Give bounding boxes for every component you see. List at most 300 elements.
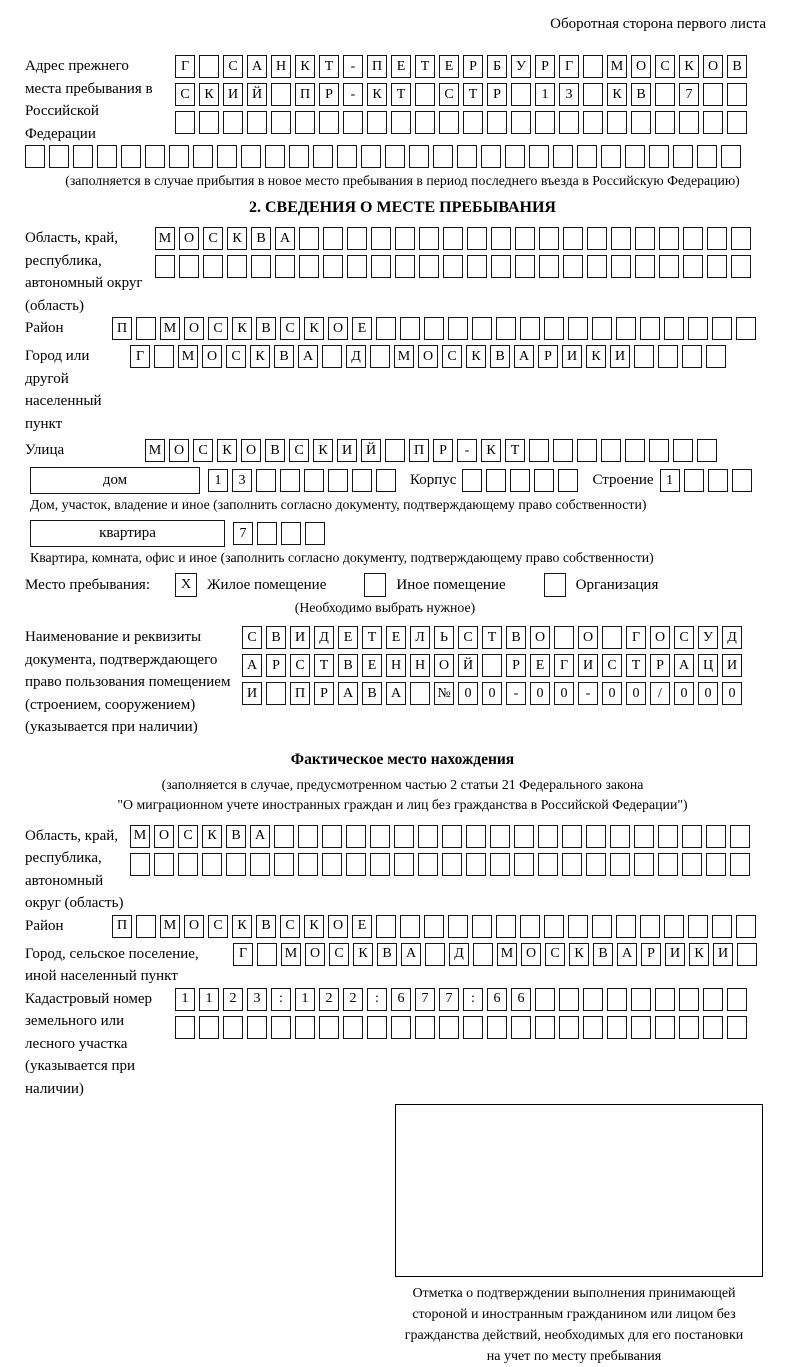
char-cell <box>322 345 342 368</box>
prev-address-rows <box>175 55 751 139</box>
char-cell <box>25 145 45 168</box>
document-label: Наименование и реквизиты документа, подтверждающего право пользования помещением (строением, сооружением) (указывается при наличии) <box>25 629 231 735</box>
char-cell: В <box>593 943 613 966</box>
char-cell <box>370 345 390 368</box>
kadastr-rows <box>175 988 751 1044</box>
char-cell <box>193 145 213 168</box>
char-cell <box>683 255 703 278</box>
char-cell <box>640 915 660 938</box>
char-cell: К <box>607 83 627 106</box>
char-cell <box>659 255 679 278</box>
char-cell <box>448 915 468 938</box>
char-cell: В <box>631 83 651 106</box>
kvartira-box: квартира <box>30 520 225 547</box>
fact-oblast-rows <box>130 825 754 881</box>
char-cell <box>577 439 597 462</box>
char-cell <box>439 111 459 134</box>
char-cell: Р <box>506 654 526 677</box>
char-cell <box>679 1016 699 1039</box>
char-cell <box>736 915 756 938</box>
char-cell: 3 <box>247 988 267 1011</box>
char-cell: А <box>401 943 421 966</box>
char-cell <box>601 439 621 462</box>
char-cell <box>473 943 493 966</box>
char-cell: С <box>289 439 309 462</box>
char-cell: 0 <box>602 682 622 705</box>
char-cell <box>563 255 583 278</box>
char-cell <box>448 317 468 340</box>
char-cell <box>559 111 579 134</box>
oblast-row-2 <box>155 255 755 278</box>
char-cell: П <box>367 55 387 78</box>
char-cell: А <box>275 227 295 250</box>
gorod-row <box>130 345 730 368</box>
char-cell: Р <box>641 943 661 966</box>
char-cell <box>346 853 366 876</box>
char-cell: П <box>112 317 132 340</box>
char-cell: С <box>329 943 349 966</box>
char-cell <box>727 988 747 1011</box>
char-cell <box>136 317 156 340</box>
char-cell <box>121 145 141 168</box>
char-cell <box>367 1016 387 1039</box>
char-cell: - <box>343 83 363 106</box>
char-cell <box>487 111 507 134</box>
char-cell <box>583 111 603 134</box>
field-kadastr <box>25 988 780 1101</box>
char-cell <box>515 227 535 250</box>
char-cell: / <box>650 682 670 705</box>
char-cell <box>265 145 285 168</box>
char-cell: Т <box>463 83 483 106</box>
char-cell <box>199 1016 219 1039</box>
char-cell: С <box>223 55 243 78</box>
char-cell <box>635 255 655 278</box>
char-cell <box>323 255 343 278</box>
char-cell <box>496 317 516 340</box>
fact-note-line-1: (заполняется в случае, предусмотренном частью 2 статьи 21 Федерального закона <box>161 776 644 792</box>
char-cell <box>256 469 276 492</box>
char-cell <box>592 317 612 340</box>
char-cell <box>538 853 558 876</box>
char-cell <box>568 915 588 938</box>
char-cell <box>443 255 463 278</box>
char-cell: М <box>178 345 198 368</box>
dom-cells <box>208 469 400 492</box>
char-cell <box>391 1016 411 1039</box>
char-cell <box>634 825 654 848</box>
char-cell <box>529 145 549 168</box>
char-cell <box>664 915 684 938</box>
char-cell: Р <box>487 83 507 106</box>
char-cell <box>737 943 757 966</box>
char-cell <box>490 853 510 876</box>
document-row-2 <box>242 654 746 677</box>
char-cell <box>682 825 702 848</box>
raion-label: Район <box>25 320 64 336</box>
char-cell: В <box>490 345 510 368</box>
char-cell <box>587 227 607 250</box>
document-rows <box>242 626 746 710</box>
char-cell: О <box>521 943 541 966</box>
char-cell: Т <box>505 439 525 462</box>
char-cell <box>145 145 165 168</box>
char-cell <box>462 469 482 492</box>
char-cell <box>395 255 415 278</box>
char-cell <box>472 915 492 938</box>
char-cell: Л <box>410 626 430 649</box>
char-cell <box>418 853 438 876</box>
char-cell <box>707 227 727 250</box>
char-cell: О <box>202 345 222 368</box>
char-cell: К <box>367 83 387 106</box>
char-cell <box>730 853 750 876</box>
char-cell <box>616 317 636 340</box>
char-cell <box>511 1016 531 1039</box>
char-cell <box>731 255 751 278</box>
char-cell <box>592 915 612 938</box>
char-cell <box>535 988 555 1011</box>
char-cell <box>304 469 324 492</box>
stamp-note-line-3: гражданства действий, необходимых для его постановки <box>404 1328 744 1343</box>
char-cell: И <box>578 654 598 677</box>
char-cell: 6 <box>511 988 531 1011</box>
char-cell <box>203 255 223 278</box>
char-cell: 0 <box>698 682 718 705</box>
char-cell <box>319 111 339 134</box>
dom-box: дом <box>30 467 200 494</box>
char-cell <box>520 317 540 340</box>
char-cell <box>490 825 510 848</box>
char-cell: У <box>698 626 718 649</box>
char-cell <box>154 345 174 368</box>
char-cell: Д <box>314 626 334 649</box>
char-cell <box>289 145 309 168</box>
char-cell <box>602 626 622 649</box>
char-cell: А <box>298 345 318 368</box>
option-inoe-label: Иное помещение <box>396 576 506 593</box>
char-cell: М <box>155 227 175 250</box>
char-cell <box>586 825 606 848</box>
char-cell: А <box>242 654 262 677</box>
stamp-box <box>395 1104 763 1277</box>
char-cell <box>400 915 420 938</box>
char-cell: К <box>313 439 333 462</box>
char-cell: В <box>251 227 271 250</box>
char-cell <box>679 111 699 134</box>
char-cell: М <box>497 943 517 966</box>
char-cell: Т <box>391 83 411 106</box>
char-cell <box>559 1016 579 1039</box>
char-cell <box>179 255 199 278</box>
char-cell <box>727 111 747 134</box>
char-cell: В <box>256 317 276 340</box>
char-cell <box>703 1016 723 1039</box>
char-cell <box>467 227 487 250</box>
char-cell <box>534 469 554 492</box>
char-cell <box>727 1016 747 1039</box>
char-cell: С <box>442 345 462 368</box>
mesto-note: (Необходимо выбрать нужное) <box>294 600 476 615</box>
char-cell: К <box>217 439 237 462</box>
char-cell: К <box>689 943 709 966</box>
gorod-label: Город или другой населенный пункт <box>25 348 102 432</box>
field-document <box>25 626 780 739</box>
char-cell <box>257 943 277 966</box>
char-cell <box>226 853 246 876</box>
char-cell: Г <box>233 943 253 966</box>
char-cell: В <box>362 682 382 705</box>
char-cell: И <box>337 439 357 462</box>
char-cell: Н <box>386 654 406 677</box>
char-cell <box>217 145 237 168</box>
char-cell <box>688 317 708 340</box>
char-cell: Т <box>314 654 334 677</box>
char-cell <box>280 469 300 492</box>
char-cell <box>241 145 261 168</box>
char-cell: К <box>304 317 324 340</box>
char-cell <box>583 55 603 78</box>
char-cell <box>376 317 396 340</box>
char-cell: 0 <box>530 682 550 705</box>
char-cell: П <box>112 915 132 938</box>
char-cell <box>361 145 381 168</box>
char-cell: А <box>338 682 358 705</box>
char-cell: М <box>281 943 301 966</box>
stroenie-label: Строение <box>592 472 654 488</box>
fact-gorod-row <box>233 943 761 966</box>
char-cell: С <box>280 915 300 938</box>
char-cell <box>683 227 703 250</box>
char-cell: О <box>184 317 204 340</box>
option-zhiloe-label: Жилое помещение <box>207 576 327 593</box>
char-cell: Е <box>352 915 372 938</box>
char-cell <box>328 469 348 492</box>
char-cell: 0 <box>626 682 646 705</box>
char-cell <box>175 111 195 134</box>
char-cell <box>257 522 277 545</box>
char-cell <box>563 227 583 250</box>
char-cell <box>631 111 651 134</box>
char-cell: А <box>386 682 406 705</box>
char-cell: И <box>223 83 243 106</box>
char-cell: 2 <box>343 988 363 1011</box>
char-cell <box>607 1016 627 1039</box>
char-cell <box>586 853 606 876</box>
char-cell <box>482 654 502 677</box>
char-cell <box>535 1016 555 1039</box>
char-cell: С <box>545 943 565 966</box>
char-cell <box>463 111 483 134</box>
char-cell: Д <box>449 943 469 966</box>
char-cell <box>611 227 631 250</box>
char-cell <box>505 145 525 168</box>
char-cell: 7 <box>415 988 435 1011</box>
char-cell <box>635 227 655 250</box>
char-cell: Р <box>538 345 558 368</box>
char-cell: : <box>271 988 291 1011</box>
char-cell: С <box>439 83 459 106</box>
char-cell <box>655 83 675 106</box>
char-cell <box>703 111 723 134</box>
char-cell <box>370 853 390 876</box>
char-cell <box>298 853 318 876</box>
raion-row <box>112 317 760 340</box>
fact-oblast-label: Область, край, республика, автономный округ (область) <box>25 827 124 911</box>
dom-caption: Дом, участок, владение и иное (заполнить согласно документу, подтверждающему право собственности) <box>30 497 647 512</box>
checkbox-zhiloe: X <box>175 573 197 597</box>
char-cell: С <box>280 317 300 340</box>
char-cell <box>313 145 333 168</box>
char-cell: 1 <box>295 988 315 1011</box>
char-cell: К <box>227 227 247 250</box>
kadastr-row-2 <box>175 1016 751 1039</box>
char-cell <box>347 255 367 278</box>
char-cell <box>544 317 564 340</box>
document-row-1 <box>242 626 746 649</box>
char-cell: И <box>562 345 582 368</box>
oblast-row-1 <box>155 227 755 250</box>
char-cell <box>491 255 511 278</box>
char-cell <box>659 227 679 250</box>
char-cell <box>271 111 291 134</box>
char-cell <box>697 145 717 168</box>
char-cell: О <box>169 439 189 462</box>
char-cell: Г <box>554 654 574 677</box>
char-cell: Н <box>271 55 291 78</box>
char-cell: К <box>295 55 315 78</box>
char-cell <box>730 825 750 848</box>
char-cell <box>97 145 117 168</box>
char-cell <box>514 825 534 848</box>
char-cell <box>391 111 411 134</box>
char-cell: В <box>727 55 747 78</box>
korpus-cells <box>462 469 582 492</box>
char-cell <box>658 345 678 368</box>
prev-address-row-4 <box>25 145 780 168</box>
document-row-3 <box>242 682 746 705</box>
char-cell: У <box>511 55 531 78</box>
char-cell: К <box>586 345 606 368</box>
char-cell <box>178 853 198 876</box>
char-cell <box>529 439 549 462</box>
char-cell: 0 <box>482 682 502 705</box>
char-cell: Т <box>415 55 435 78</box>
char-cell <box>49 145 69 168</box>
char-cell: И <box>722 654 742 677</box>
char-cell: С <box>178 825 198 848</box>
char-cell: В <box>377 943 397 966</box>
ulitsa-label: Улица <box>25 442 65 458</box>
char-cell <box>419 255 439 278</box>
char-cell <box>223 1016 243 1039</box>
char-cell <box>649 145 669 168</box>
char-cell: Е <box>439 55 459 78</box>
char-cell: Р <box>319 83 339 106</box>
char-cell: А <box>514 345 534 368</box>
char-cell <box>472 317 492 340</box>
field-prev-address <box>25 55 780 145</box>
char-cell: К <box>353 943 373 966</box>
char-cell: В <box>226 825 246 848</box>
char-cell <box>424 317 444 340</box>
char-cell: В <box>338 654 358 677</box>
char-cell <box>376 469 396 492</box>
char-cell <box>136 915 156 938</box>
char-cell <box>322 853 342 876</box>
kadastr-label: Кадастровый номер земельного или лесного участка (указывается при наличии) <box>25 990 152 1097</box>
char-cell <box>558 469 578 492</box>
oblast-rows <box>155 227 755 283</box>
char-cell <box>319 1016 339 1039</box>
char-cell <box>611 255 631 278</box>
char-cell: С <box>458 626 478 649</box>
char-cell: 7 <box>233 522 253 545</box>
char-cell: Е <box>338 626 358 649</box>
char-cell: 1 <box>199 988 219 1011</box>
char-cell <box>250 853 270 876</box>
stamp-note-line-4: на учет по месту пребывания <box>486 1349 662 1364</box>
char-cell: Р <box>650 654 670 677</box>
char-cell <box>634 853 654 876</box>
char-cell <box>481 145 501 168</box>
char-cell <box>395 227 415 250</box>
char-cell <box>466 825 486 848</box>
char-cell: К <box>466 345 486 368</box>
char-cell: М <box>394 345 414 368</box>
char-cell: И <box>290 626 310 649</box>
char-cell <box>625 145 645 168</box>
char-cell: 7 <box>679 83 699 106</box>
char-cell <box>175 1016 195 1039</box>
char-cell <box>682 345 702 368</box>
char-cell: Н <box>410 654 430 677</box>
field-ulitsa <box>25 439 780 467</box>
char-cell <box>305 522 325 545</box>
char-cell: О <box>650 626 670 649</box>
char-cell: 1 <box>535 83 555 106</box>
char-cell <box>708 469 728 492</box>
char-cell: К <box>232 915 252 938</box>
char-cell <box>607 111 627 134</box>
char-cell <box>727 83 747 106</box>
char-cell <box>658 825 678 848</box>
char-cell <box>299 255 319 278</box>
fact-oblast-row-1 <box>130 825 754 848</box>
char-cell: А <box>250 825 270 848</box>
char-cell: М <box>160 317 180 340</box>
char-cell: О <box>418 345 438 368</box>
stamp-note-line-1: Отметка о подтверждении выполнения принимающей <box>412 1286 736 1301</box>
char-cell <box>496 915 516 938</box>
char-cell <box>227 255 247 278</box>
char-cell <box>712 317 732 340</box>
char-cell <box>199 55 219 78</box>
char-cell: 6 <box>391 988 411 1011</box>
char-cell <box>443 227 463 250</box>
char-cell: О <box>631 55 651 78</box>
char-cell <box>583 1016 603 1039</box>
char-cell: О <box>154 825 174 848</box>
char-cell: В <box>274 345 294 368</box>
char-cell: П <box>290 682 310 705</box>
char-cell <box>703 988 723 1011</box>
char-cell <box>486 469 506 492</box>
char-cell: М <box>607 55 627 78</box>
char-cell: И <box>610 345 630 368</box>
char-cell <box>640 317 660 340</box>
char-cell: И <box>713 943 733 966</box>
